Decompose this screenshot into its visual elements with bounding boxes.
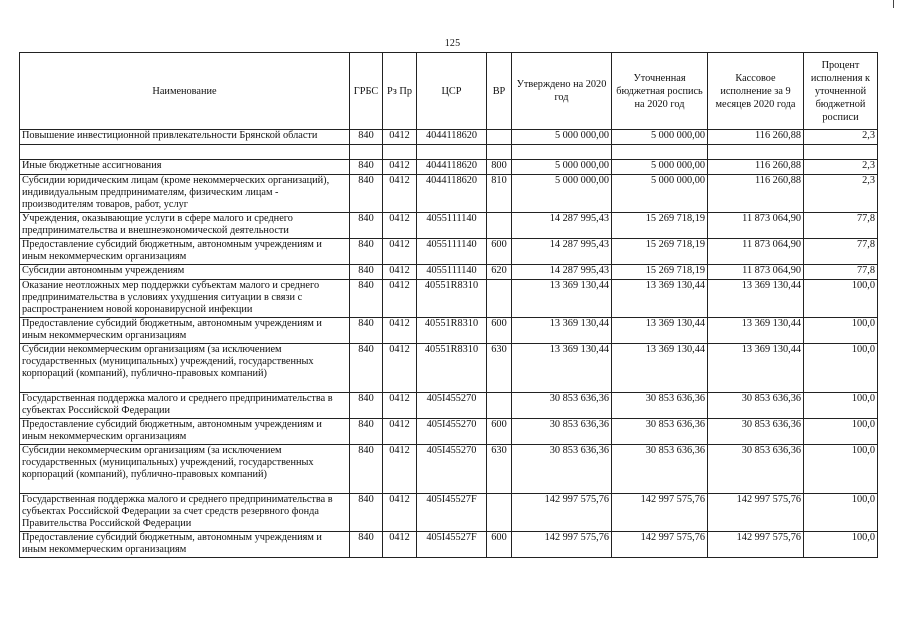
cell-vr: 800 (487, 160, 512, 175)
cell-percent: 100,0 (804, 445, 878, 494)
page-number: 125 (444, 38, 461, 49)
cell-approved: 142 997 575,76 (512, 494, 612, 532)
cell-rzpr: 0412 (383, 532, 417, 558)
cell-refined: 13 369 130,44 (612, 344, 708, 393)
cell-csr: 405I45527F (417, 532, 487, 558)
cell-csr: 4044118620 (417, 130, 487, 145)
cell-percent (804, 145, 878, 160)
cell-grbs: 840 (350, 393, 383, 419)
cell-cash: 30 853 636,36 (708, 393, 804, 419)
cell-rzpr: 0412 (383, 318, 417, 344)
cell-approved: 5 000 000,00 (512, 160, 612, 175)
cell-cash: 11 873 064,90 (708, 265, 804, 280)
cell-grbs: 840 (350, 344, 383, 393)
table-row-empty (20, 145, 878, 160)
cell-approved: 14 287 995,43 (512, 239, 612, 265)
cell-refined (612, 145, 708, 160)
cell-cash: 116 260,88 (708, 160, 804, 175)
cell-percent: 77,8 (804, 239, 878, 265)
header-vr: ВР (487, 53, 512, 130)
cell-refined: 15 269 718,19 (612, 265, 708, 280)
table-header-row (20, 53, 878, 130)
cell-vr (487, 494, 512, 532)
cell-name: Субсидии некоммерческим организациям (за исключением государственных (муниципальных) учреждений, государственных корпораций (компаний), публично-правовых компаний) (20, 445, 350, 494)
cell-percent: 100,0 (804, 419, 878, 445)
cell-vr (487, 130, 512, 145)
cell-refined: 142 997 575,76 (612, 494, 708, 532)
cell-cash: 116 260,88 (708, 175, 804, 213)
cell-vr: 630 (487, 344, 512, 393)
cell-name: Субсидии автономным учреждениям (20, 265, 350, 280)
cell-approved: 30 853 636,36 (512, 393, 612, 419)
table-row (20, 419, 878, 445)
table-row (20, 393, 878, 419)
cell-name: Субсидии юридическим лицам (кроме некоммерческих организаций), индивидуальным предпринимателям, физическим лицам - производителям товаров, работ, услуг (20, 175, 350, 213)
cell-rzpr: 0412 (383, 393, 417, 419)
cell-approved: 5 000 000,00 (512, 130, 612, 145)
cell-cash: 13 369 130,44 (708, 318, 804, 344)
cell-csr: 4044118620 (417, 160, 487, 175)
cell-csr: 40551R8310 (417, 318, 487, 344)
cell-vr: 630 (487, 445, 512, 494)
table-row (20, 239, 878, 265)
cell-refined: 15 269 718,19 (612, 213, 708, 239)
cell-approved: 30 853 636,36 (512, 445, 612, 494)
cell-rzpr: 0412 (383, 265, 417, 280)
cell-name: Государственная поддержка малого и среднего предпринимательства в субъектах Российской Федерации за счет средств резервного фонда Правительства Российской Федерации (20, 494, 350, 532)
header-csr: ЦСР (417, 53, 487, 130)
cell-csr: 405I455270 (417, 419, 487, 445)
cell-percent: 100,0 (804, 532, 878, 558)
cell-cash: 11 873 064,90 (708, 213, 804, 239)
cell-csr: 4055111140 (417, 239, 487, 265)
cell-grbs: 840 (350, 175, 383, 213)
cell-approved: 14 287 995,43 (512, 265, 612, 280)
cell-percent: 2,3 (804, 175, 878, 213)
cell-rzpr: 0412 (383, 160, 417, 175)
cell-vr: 600 (487, 318, 512, 344)
cell-percent: 77,8 (804, 213, 878, 239)
cell-rzpr: 0412 (383, 494, 417, 532)
cell-refined: 13 369 130,44 (612, 318, 708, 344)
cell-approved: 142 997 575,76 (512, 532, 612, 558)
cell-vr: 600 (487, 419, 512, 445)
cell-csr: 4044118620 (417, 175, 487, 213)
cell-rzpr: 0412 (383, 344, 417, 393)
table-row (20, 318, 878, 344)
cell-grbs: 840 (350, 265, 383, 280)
table-row (20, 494, 878, 532)
cell-rzpr: 0412 (383, 239, 417, 265)
cell-csr: 405I455270 (417, 445, 487, 494)
cell-cash: 13 369 130,44 (708, 280, 804, 318)
cell-grbs: 840 (350, 130, 383, 145)
cell-approved: 14 287 995,43 (512, 213, 612, 239)
cell-csr (417, 145, 487, 160)
cell-approved: 13 369 130,44 (512, 318, 612, 344)
cell-cash: 116 260,88 (708, 130, 804, 145)
cell-rzpr: 0412 (383, 419, 417, 445)
cell-refined: 30 853 636,36 (612, 393, 708, 419)
cell-name: Предоставление субсидий бюджетным, автономным учреждениям и иным некоммерческим организациям (20, 318, 350, 344)
cell-name (20, 145, 350, 160)
page-edge-mark (893, 0, 894, 8)
cell-name: Субсидии некоммерческим организациям (за исключением государственных (муниципальных) учреждений, государственных корпораций (компаний), публично-правовых компаний) (20, 344, 350, 393)
header-approved: Утверждено на 2020 год (512, 53, 612, 130)
cell-percent: 100,0 (804, 393, 878, 419)
header-rzpr: Рз Пр (383, 53, 417, 130)
cell-refined: 30 853 636,36 (612, 445, 708, 494)
header-percent: Процент исполнения к уточненной бюджетной росписи (804, 53, 878, 130)
cell-grbs: 840 (350, 160, 383, 175)
cell-percent: 100,0 (804, 280, 878, 318)
table-row (20, 532, 878, 558)
cell-name: Учреждения, оказывающие услуги в сфере малого и среднего предпринимательства и внешнеэкономической деятельности (20, 213, 350, 239)
cell-csr: 40551R8310 (417, 280, 487, 318)
cell-rzpr: 0412 (383, 213, 417, 239)
cell-name: Предоставление субсидий бюджетным, автономным учреждениям и иным некоммерческим организациям (20, 239, 350, 265)
cell-csr: 405I455270 (417, 393, 487, 419)
cell-rzpr: 0412 (383, 175, 417, 213)
cell-percent: 100,0 (804, 318, 878, 344)
cell-grbs (350, 145, 383, 160)
cell-rzpr (383, 145, 417, 160)
cell-csr: 405I45527F (417, 494, 487, 532)
header-name: Наименование (20, 53, 350, 130)
cell-refined: 15 269 718,19 (612, 239, 708, 265)
cell-grbs: 840 (350, 532, 383, 558)
table-row (20, 280, 878, 318)
cell-grbs: 840 (350, 213, 383, 239)
cell-grbs: 840 (350, 494, 383, 532)
cell-refined: 5 000 000,00 (612, 130, 708, 145)
cell-cash: 11 873 064,90 (708, 239, 804, 265)
cell-percent: 2,3 (804, 130, 878, 145)
table-row (20, 213, 878, 239)
cell-approved: 13 369 130,44 (512, 280, 612, 318)
cell-percent: 2,3 (804, 160, 878, 175)
table-row (20, 130, 878, 145)
cell-percent: 77,8 (804, 265, 878, 280)
cell-percent: 100,0 (804, 494, 878, 532)
cell-name: Предоставление субсидий бюджетным, автономным учреждениям и иным некоммерческим организациям (20, 532, 350, 558)
cell-name: Предоставление субсидий бюджетным, автономным учреждениям и иным некоммерческим организациям (20, 419, 350, 445)
cell-refined: 13 369 130,44 (612, 280, 708, 318)
cell-cash (708, 145, 804, 160)
cell-vr: 810 (487, 175, 512, 213)
cell-name: Иные бюджетные ассигнования (20, 160, 350, 175)
cell-cash: 13 369 130,44 (708, 344, 804, 393)
cell-vr (487, 280, 512, 318)
cell-approved: 30 853 636,36 (512, 419, 612, 445)
cell-vr (487, 213, 512, 239)
cell-rzpr: 0412 (383, 280, 417, 318)
cell-refined: 142 997 575,76 (612, 532, 708, 558)
table-row (20, 160, 878, 175)
cell-name: Оказание неотложных мер поддержки субъектам малого и среднего предпринимательства в условиях ухудшения ситуации в связи с распространением новой коронавирусной инфекции (20, 280, 350, 318)
table-row (20, 175, 878, 213)
cell-name: Государственная поддержка малого и среднего предпринимательства в субъектах Российской Федерации (20, 393, 350, 419)
cell-vr (487, 145, 512, 160)
cell-grbs: 840 (350, 280, 383, 318)
cell-approved (512, 145, 612, 160)
cell-vr: 600 (487, 532, 512, 558)
cell-approved: 5 000 000,00 (512, 175, 612, 213)
cell-csr: 40551R8310 (417, 344, 487, 393)
cell-refined: 5 000 000,00 (612, 175, 708, 213)
cell-refined: 5 000 000,00 (612, 160, 708, 175)
budget-execution-table (19, 52, 878, 558)
header-grbs: ГРБС (350, 53, 383, 130)
cell-vr (487, 393, 512, 419)
cell-rzpr: 0412 (383, 130, 417, 145)
cell-percent: 100,0 (804, 344, 878, 393)
table-row (20, 265, 878, 280)
header-refined: Уточненная бюджетная роспись на 2020 год (612, 53, 708, 130)
cell-vr: 600 (487, 239, 512, 265)
cell-approved: 13 369 130,44 (512, 344, 612, 393)
cell-grbs: 840 (350, 445, 383, 494)
table-row (20, 344, 878, 393)
cell-cash: 142 997 575,76 (708, 532, 804, 558)
cell-grbs: 840 (350, 419, 383, 445)
cell-cash: 30 853 636,36 (708, 419, 804, 445)
cell-rzpr: 0412 (383, 445, 417, 494)
cell-grbs: 840 (350, 318, 383, 344)
cell-name: Повышение инвестиционной привлекательности Брянской области (20, 130, 350, 145)
cell-cash: 142 997 575,76 (708, 494, 804, 532)
table-row (20, 445, 878, 494)
cell-grbs: 840 (350, 239, 383, 265)
cell-csr: 4055111140 (417, 265, 487, 280)
cell-refined: 30 853 636,36 (612, 419, 708, 445)
cell-vr: 620 (487, 265, 512, 280)
header-cash: Кассовое исполнение за 9 месяцев 2020 года (708, 53, 804, 130)
cell-csr: 4055111140 (417, 213, 487, 239)
cell-cash: 30 853 636,36 (708, 445, 804, 494)
